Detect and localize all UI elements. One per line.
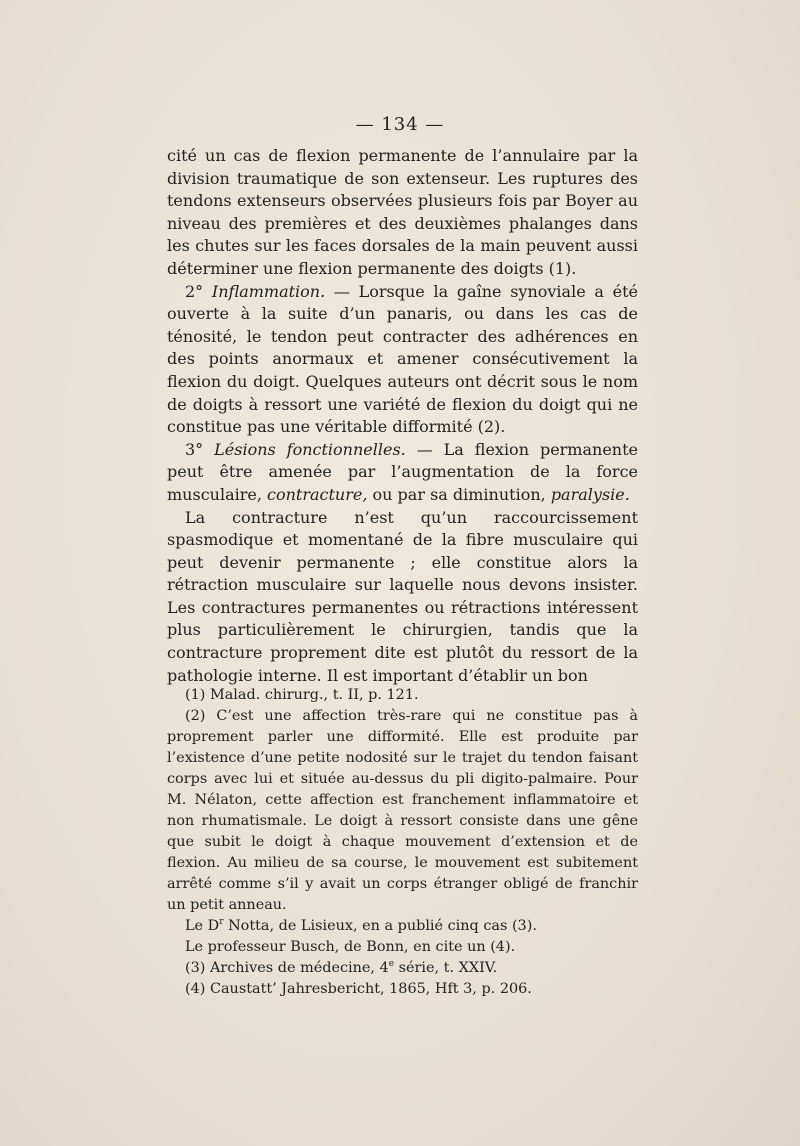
footnote-3-pre: (3) Archives de médecine, 4 [185,960,389,976]
main-text [167,145,638,687]
paragraph-1: cité un cas de flexion permanente de l’annulaire par la division traumatique de son extenseur. Les ruptures des tendons extenseurs observées plusieurs fois par Boyer au niveau des premières et des deuxièmes phalanges dans les chutes sur les faces dorsales de la main peuvent aussi déterminer une flexion permanente des doigts (1). [167,146,638,278]
paragraph-3-text-a: — La flexion permanente peut être amenée par l’augmentation de la force musculaire, [167,439,638,504]
notta-post: Notta, de Lisieux, en a publié cinq cas (3). [223,918,537,934]
paragraph-3-text-b: ou par sa diminution, [367,484,551,504]
paragraph-2-number: 2° [185,281,204,301]
footnote-2: (2) C’est une affection très-rare qui ne constitue pas à proprement parler une difformité. Elle est produite par l’existence d’une petite nodosité sur le trajet du tendon faisant corps avec lui et située au-dessus du pli digito-palmaire. Pour M. Nélaton, cette affection est franchement inflammatoire et non rhumatismale. Le doigt à ressort consiste dans une gêne que subit le doigt à chaque mouvement d’extension et de flexion. Au milieu de sa course, le mouvement est subitement arrêté comme s’il y avait un corps étranger obligé de franchir un petit anneau. [167,708,638,913]
footnote-4: (4) Caustatt’ Jahresbericht, 1865, Hft 3, p. 206. [185,981,532,997]
contracture-term: contracture, [267,484,368,504]
paragraph-3-title: Lésions fonctionnelles. [214,439,406,459]
page-number: — 134 — [355,114,445,135]
footnote-3-post: série, t. XXIV. [394,960,498,976]
footnote-2-notta [167,916,638,937]
footnote-3-sup: e [388,959,395,970]
paragraph-2-text: — Lorsque la gaîne synoviale a été ouverte à la suite d’un panaris, ou dans les cas de ténosité, le tendon peut contracter des adhérences en des points anormaux et amener consécutivement la flexion du doigt. Quelques auteurs ont décrit sous le nom de doigts à ressort une variété de flexion du doigt qui ne constitue pas une véritable difformité (2). [167,281,639,437]
paragraph-4: La contracture n’est qu’un raccourcissement spasmodique et momentané de la fibre musculaire qui peut devenir permanente ; elle constitue alors la rétraction musculaire sur laquelle nous devons insister. Les contractures permanentes ou rétractions intéressent plus particulièrement le chirurgien, tandis que la contracture proprement dite est plutôt du ressort de la pathologie interne. Il est important d’établir un bon [167,507,638,685]
notta-sup: r [219,917,224,928]
footnote-2-busch: Le professeur Busch, de Bonn, en cite un (4). [185,939,516,955]
paragraph-3-number: 3° [185,439,204,459]
paragraph-2-title: Inflammation. [211,281,326,301]
footnotes [167,685,638,1000]
footnote-1: (1) Malad. chirurg., t. II, p. 121. [185,687,419,703]
notta-pre: Le D [185,918,220,934]
footnote-3 [167,958,638,979]
paralysie-term: paralysie. [550,484,630,504]
paragraph-3 [167,439,638,507]
paragraph-2 [167,281,638,439]
